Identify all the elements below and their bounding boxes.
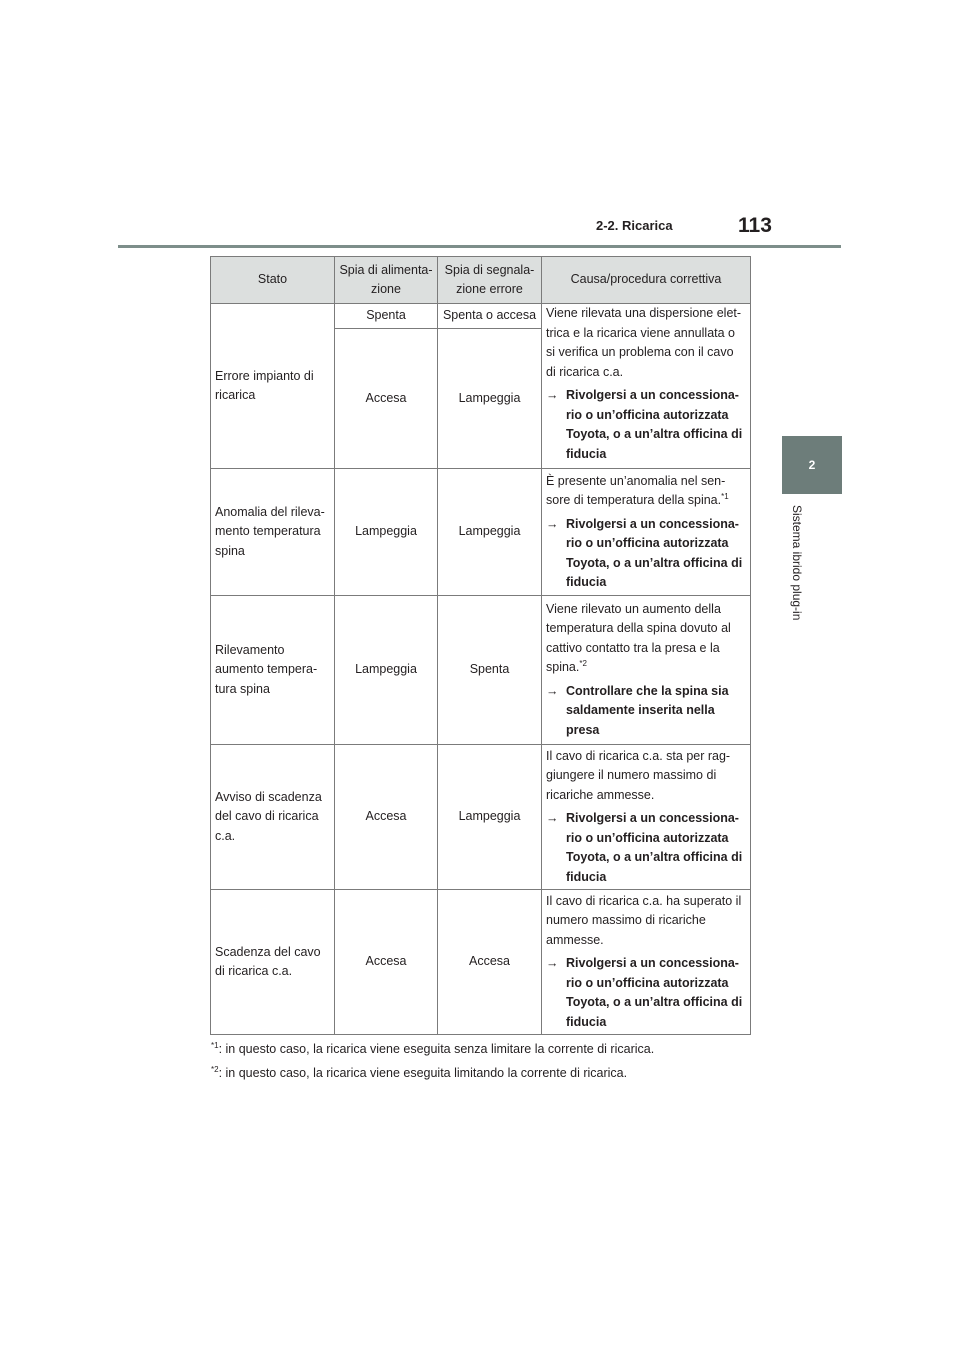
row-error-light: Lampeggia [438, 745, 542, 890]
procedure-text: Rivolgersi a un concessiona-rio o un’officina autorizzata Toyota, o a un’altra officina di fiducia [566, 388, 743, 461]
footnote-text: : in questo caso, la ricarica viene eseguita limitando la corrente di ricarica. [218, 1066, 628, 1080]
procedure-text: Rivolgersi a un concessiona-rio o un’officina autorizzata Toyota, o a un’altra officina di fiducia [566, 516, 743, 589]
chapter-tab [782, 436, 842, 494]
row-power-light: Lampeggia [335, 596, 438, 745]
row-cause [542, 890, 751, 1035]
arrow-icon: → [546, 683, 559, 698]
page-number: 113 [738, 214, 772, 237]
cause-text [546, 304, 746, 382]
row-status: Rilevamento aumento tempera-tura spina [211, 596, 335, 745]
procedure [546, 515, 746, 593]
chapter-tab-number: 2 [808, 458, 816, 472]
cause-text [546, 892, 746, 951]
procedure [546, 682, 746, 741]
procedure-text: Controllare che la spina sia saldamente inserita nella presa [566, 683, 729, 737]
row-error-light: Lampeggia [438, 329, 542, 469]
section-title: 2-2. Ricarica [596, 218, 673, 233]
procedure-text: Rivolgersi a un concessiona-rio o un’officina autorizzata Toyota, o a un’altra officina di fiducia [566, 956, 743, 1029]
row-power-light: Accesa [335, 329, 438, 469]
row-status: Avviso di scadenza del cavo di ricarica c.a. [211, 745, 335, 890]
cause-description: Viene rilevata una dispersione elet-trica e la ricarica viene annullata o si verifica un problema con il cavo di ricarica c.a. [546, 306, 742, 379]
row-cause [542, 596, 751, 745]
procedure [546, 954, 746, 1032]
row-error-light: Spenta o accesa [438, 304, 542, 329]
arrow-icon: → [546, 388, 559, 402]
header-divider [118, 245, 841, 248]
cause-description: Viene rilevato un aumento della temperatura della spina dovuto al cattivo contatto tra la presa e la spina. [546, 601, 731, 675]
row-cause [542, 304, 751, 469]
header-error-light: Spia di segnala-zione errore [438, 257, 542, 304]
cause-text [546, 747, 746, 806]
status-table [210, 256, 751, 1035]
row-power-light: Spenta [335, 304, 438, 329]
footnote-mark: *1 [211, 1040, 219, 1050]
arrow-icon: → [546, 516, 559, 531]
procedure [546, 809, 746, 887]
cause-description: Il cavo di ricarica c.a. sta per rag-giungere il numero massimo di ricariche ammesse. [546, 748, 731, 802]
cause-description: Il cavo di ricarica c.a. ha superato il numero massimo di ricariche ammesse. [546, 893, 742, 947]
procedure [546, 386, 746, 464]
row-status: Anomalia del rileva-mento temperatura spina [211, 469, 335, 596]
cause-description: È presente un’anomalia nel sen-sore di temperatura della spina. [546, 473, 726, 507]
row-power-light: Lampeggia [335, 469, 438, 596]
footnote-mark: *2 [211, 1064, 219, 1074]
row-error-light: Lampeggia [438, 469, 542, 596]
cause-text [546, 472, 746, 511]
footnote-1 [211, 1042, 654, 1056]
row-cause [542, 469, 751, 596]
row-error-light: Spenta [438, 596, 542, 745]
row-power-light: Accesa [335, 745, 438, 890]
row-cause [542, 745, 751, 890]
chapter-label: Sistema ibrido plug-in [790, 505, 804, 621]
table-row [211, 745, 751, 890]
footnote-2 [211, 1066, 627, 1080]
arrow-icon: → [546, 811, 559, 826]
footnote-ref: *1 [721, 491, 729, 501]
procedure-text: Rivolgersi a un concessiona-rio o un’officina autorizzata Toyota, o a un’altra officina di fiducia [566, 811, 743, 884]
table-header-row [211, 257, 751, 304]
header-cause: Causa/procedura correttiva [542, 257, 751, 304]
table-row [211, 890, 751, 1035]
header-stato: Stato [211, 257, 335, 304]
footnote-ref: *2 [579, 659, 587, 669]
header-power-light: Spia di alimenta-zione [335, 257, 438, 304]
cause-text [546, 600, 746, 678]
table-row [211, 596, 751, 745]
row-status: Scadenza del cavo di ricarica c.a. [211, 890, 335, 1035]
footnote-text: : in questo caso, la ricarica viene eseguita senza limitare la corrente di ricarica. [218, 1042, 655, 1056]
row-status: Errore impianto di ricarica [211, 304, 335, 469]
arrow-icon: → [546, 956, 559, 971]
row-error-light: Accesa [438, 890, 542, 1035]
table-row [211, 304, 751, 329]
row-power-light: Accesa [335, 890, 438, 1035]
table-row [211, 469, 751, 596]
